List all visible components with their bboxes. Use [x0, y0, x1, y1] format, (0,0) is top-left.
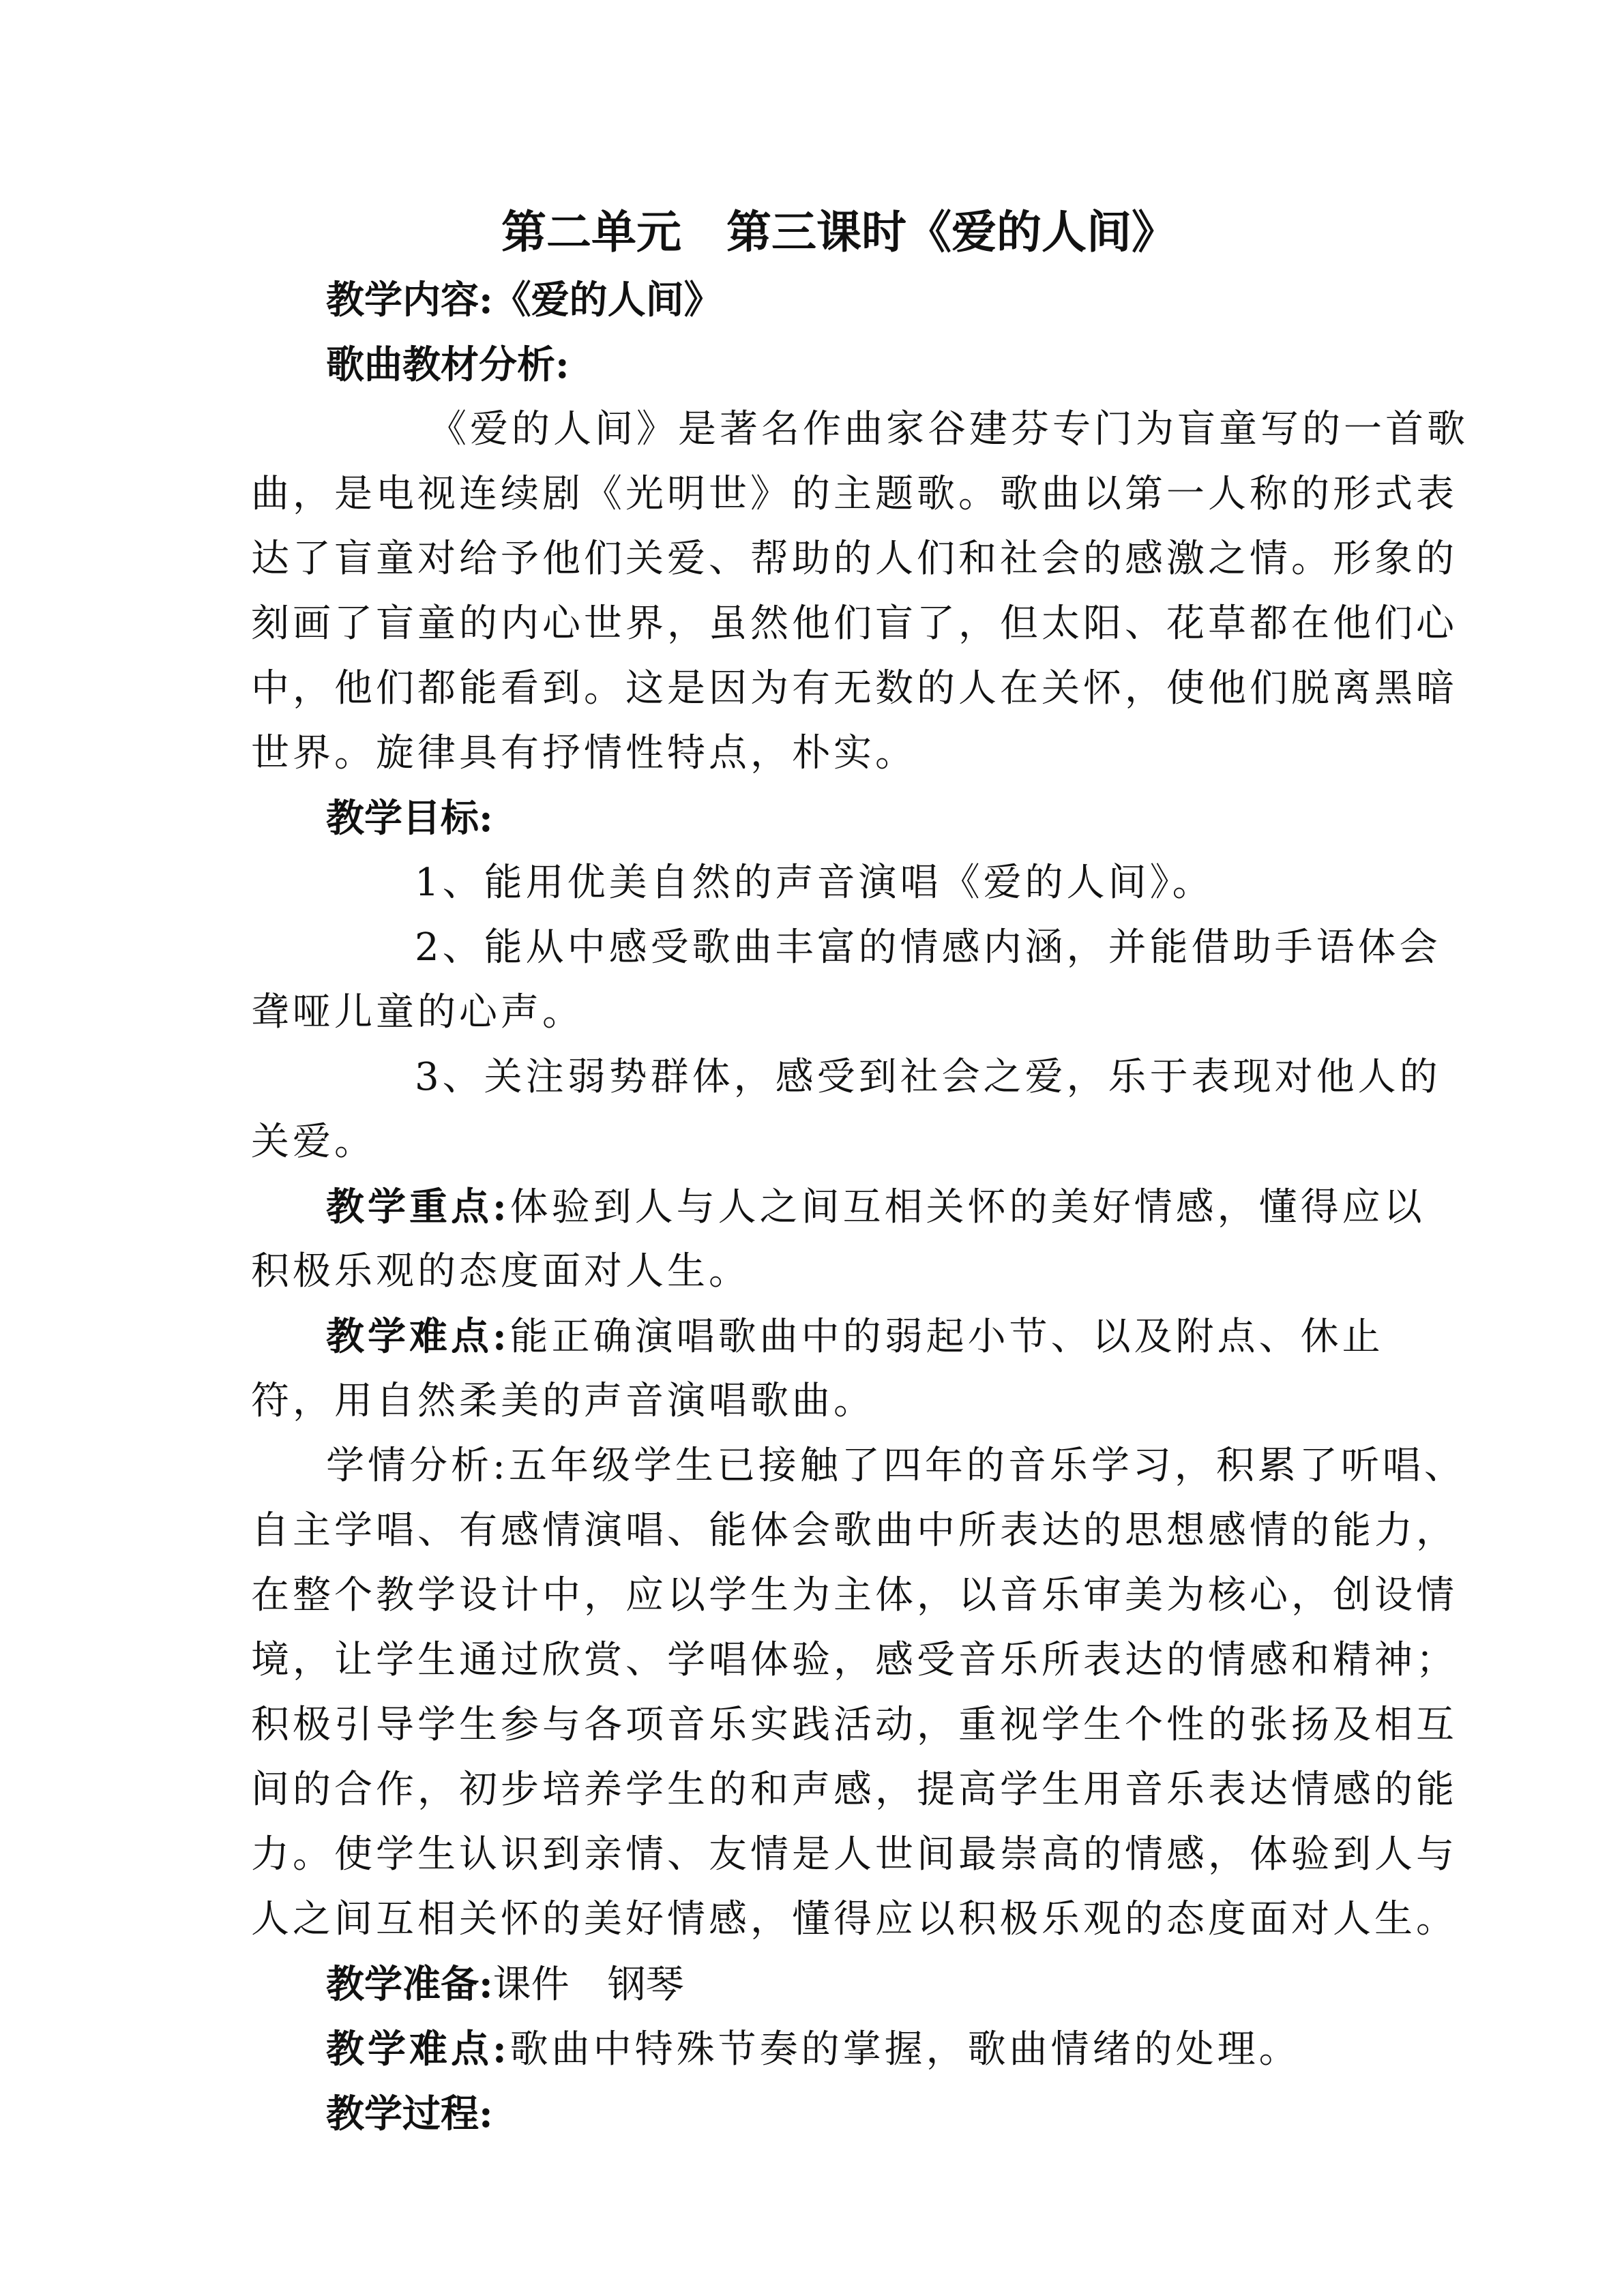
teaching-content-label: 教学内容: — [326, 278, 493, 323]
key-point-row — [326, 1183, 1426, 1231]
situation-line: 境，让学生通过欣赏、学唱体验，感受音乐所表达的情感和精神； — [251, 1638, 1458, 1682]
goal-item: 关爱。 — [251, 1120, 376, 1164]
goal-item: 1、能用优美自然的声音演唱《爱的人间》。 — [415, 861, 1214, 905]
process-heading: 教学过程: — [326, 2091, 493, 2136]
preparation-label: 教学准备: — [326, 1962, 493, 2007]
analysis-line: 达了盲童对给予他们关爱、帮助的人们和社会的感激之情。形象的 — [251, 537, 1458, 581]
analysis-line: 《爱的人间》是著名作曲家谷建芬专门为盲童写的一首歌 — [428, 407, 1468, 451]
situation-line: 积极引导学生参与各项音乐实践活动，重视学生个性的张扬及相互 — [251, 1703, 1458, 1747]
key-point-text: 体验到人与人之间互相关怀的美好情感，懂得应以 — [510, 1185, 1426, 1229]
analysis-line: 世界。旋律具有抒情性特点，朴实。 — [251, 731, 917, 775]
key-point-text-continued: 积极乐观的态度面对人生。 — [251, 1249, 750, 1294]
analysis-heading: 歌曲教材分析: — [326, 342, 570, 387]
goals-heading: 教学目标: — [326, 796, 493, 841]
teaching-content-row — [326, 276, 722, 324]
analysis-line: 曲，是电视连续剧《光明世》的主题歌。歌曲以第一人称的形式表 — [251, 472, 1458, 516]
preparation-row — [326, 1960, 684, 2008]
preparation-value: 课件 钢琴 — [492, 1963, 684, 2007]
analysis-line: 中，他们都能看到。这是因为有无数的人在关怀，使他们脱离黑暗 — [251, 666, 1458, 711]
situation-line: 在整个教学设计中，应以学生为主体，以音乐审美为核心，创设情 — [251, 1573, 1458, 1617]
goal-item: 聋哑儿童的心声。 — [251, 990, 584, 1034]
analysis-line: 刻画了盲童的内心世界，虽然他们盲了，但太阳、花草都在他们心 — [251, 601, 1458, 646]
difficulty-text-continued: 符，用自然柔美的声音演唱歌曲。 — [251, 1379, 875, 1423]
goal-item: 3、关注弱势群体，感受到社会之爱，乐于表现对他人的 — [415, 1055, 1441, 1099]
goal-item: 2、能从中感受歌曲丰富的情感内涵，并能借助手语体会 — [415, 925, 1441, 970]
teaching-content-value: 《爱的人间》 — [492, 278, 722, 323]
situation-line: 人之间互相关怀的美好情感，懂得应以积极乐观的态度面对人生。 — [251, 1897, 1458, 1941]
situation-line: 自主学唱、有感情演唱、能体会歌曲中所表达的思想感情的能力， — [251, 1508, 1458, 1553]
difficulty2-label: 教学难点: — [326, 2027, 510, 2072]
difficulty-label: 教学难点: — [326, 1314, 510, 1359]
key-point-label: 教学重点: — [326, 1184, 510, 1229]
difficulty2-value: 歌曲中特殊节奏的掌握，歌曲情绪的处理。 — [510, 2027, 1301, 2072]
situation-line: 间的合作，初步培养学生的和声感，提高学生用音乐表达情感的能 — [251, 1768, 1458, 1812]
difficulty-text: 能正确演唱歌曲中的弱起小节、以及附点、休止 — [510, 1315, 1384, 1359]
page-title: 第二单元 第三课时《爱的人间》 — [501, 205, 1177, 258]
situation-line: 力。使学生认识到亲情、友情是人世间最崇高的情感，体验到人与 — [251, 1832, 1458, 1877]
situation-line: 学情分析:五年级学生已接触了四年的音乐学习，积累了听唱、 — [326, 1444, 1466, 1488]
difficulty2-row — [326, 2025, 1301, 2073]
difficulty-row — [326, 1313, 1384, 1360]
